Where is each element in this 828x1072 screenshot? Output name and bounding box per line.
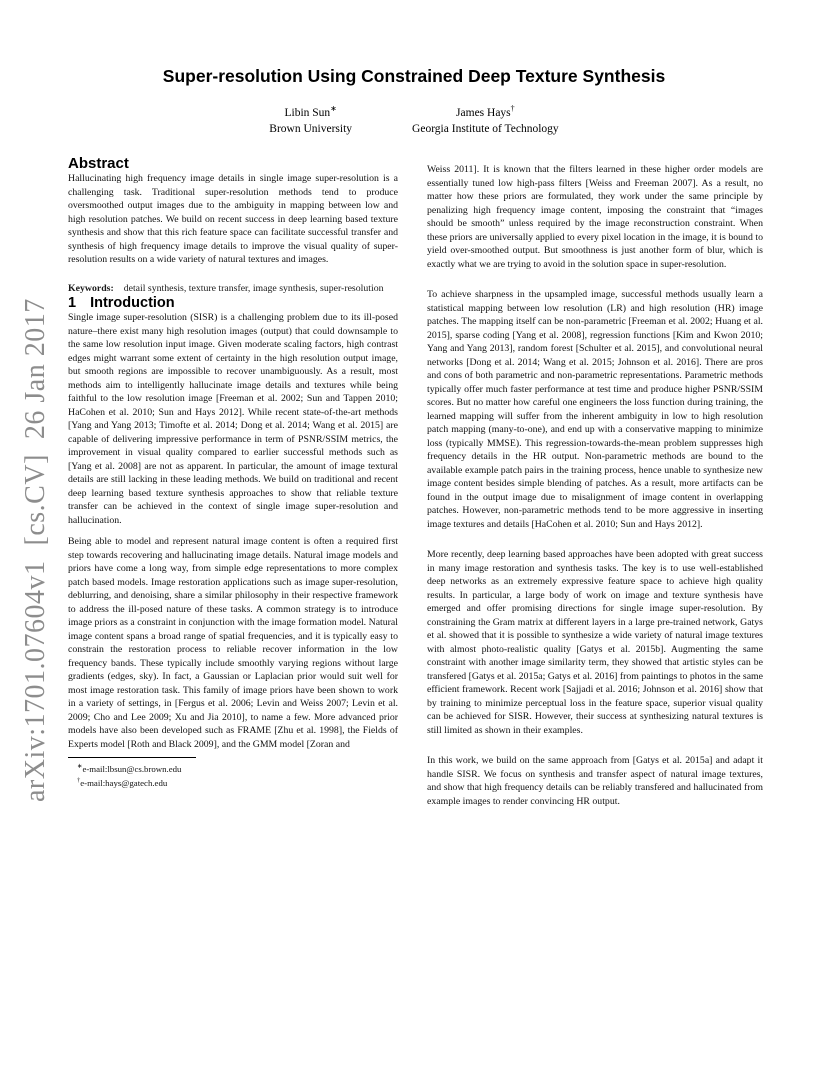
author-1-affiliation: Brown University — [269, 122, 353, 135]
author-2-footnote-marker: † — [510, 104, 515, 113]
footnote-email-2 — [77, 775, 398, 789]
right-paragraph-2: To achieve sharpness in the upsampled image, successful methods usually learn a statistical mapping between low resolution (LR) and high resolution (HR) image patches. The mapping itself can be non-parametric [Freeman et al. 2002; Huang et al. 2015], sparse coding [Yang et al. 2008], regression functions [Kim and Kwon 2010; Yang and Yang 2013], random forest [Schulter et al. 2015], and convolutional neural networks [Dong et al. 2014; Wang et al. 2015; Johnson et al. 2016]. There are pros and cons of both parametric and non-parametric representations. Parametric methods typically offer much faster performance at test time and produce higher PSNR/SSIM scores. But no matter how careful one engineers the loss function during training, the learned mapping will suffer from the inherent ambiguity in low to high resolution patch mapping (many-to-one), and end up with a conservative mapping to minimize loss (typically MMSE). This regression-towards-the-mean problem suppresses high frequency details in the HR output. Non-parametric methods are bound to the available example patch pairs in the training process, hence unable to synthesize new image content besides simple blending of patches. As a result, more artifacts can be found in the output image due to misalignment of image content in overlapping patches. However, non-parametric methods tend to be more aggressive in inserting image textures and details [HaCohen et al. 2010; Sun and Hays 2012]. — [427, 289, 763, 530]
footnote-1-text: e-mail:lbsun@cs.brown.edu — [82, 763, 182, 774]
abstract-text: Hallucinating high frequency image details in single image super-resolution is a challenging task. Traditional super-resolution methods tend to produce oversmoothed output images due to the ambiguity in mapping between low and high resolution patches. We build on recent success in deep learning based texture synthesis and show that this rich feature space can facilitate successful transfer and synthesis of high frequency image details to improve the visual quality of super-resolution results on a wide variety of natural textures and images. — [68, 173, 398, 265]
author-2-affiliation: Georgia Institute of Technology — [412, 122, 559, 135]
title-block — [0, 66, 828, 137]
keywords-line — [68, 282, 398, 296]
author-1-footnote-marker: ∗ — [330, 104, 337, 113]
footnote-2-text: e-mail:hays@gatech.edu — [80, 778, 168, 789]
right-paragraph-4: In this work, we build on the same approach from [Gatys et al. 2015a] and adapt it handle SISR. We focus on synthesis and transfer aspect of natural image textures, and show that high frequency details can be reliably transfered and hallucinated from example images to render convincing HR output. — [427, 755, 763, 807]
paper-title: Super-resolution Using Constrained Deep Texture Synthesis — [162, 66, 666, 86]
keywords-text: detail synthesis, texture transfer, image synthesis, super-resolution — [123, 282, 384, 294]
intro-paragraph-1: Single image super-resolution (SISR) is a challenging problem due to its ill-posed nature–there exist many high resolution images (output) that could downsample to the same low resolution input image. Given moderate scaling factors, high contrast edges might warrant some extent of certainty in the high resolution output image, but smooth regions are impossible to recover unambiguously. As a result, most methods aim to intelligently hallucinate image details and textures while being faithful to the low resolution image [Freeman et al. 2002; Sun and Tappen 2010; HaCohen et al. 2010; Sun and Hays 2012]. While recent state-of-the-art methods [Yang and Yang 2013; Timofte et al. 2014; Dong et al. 2014; Wang et al. 2015] are capable of delivering impressive performance in term of PSNR/SSIM metrics, the improvement in visual quality compared to earlier successful methods such as [Yang et al. 2008] are not as apparent. In particular, the amount of image textural details are still lacking in these leading methods. We build on traditional and recent deep learning based texture synthesis approaches to show that reliable texture transfer can be achieved in the context of single image super-resolution and hallucination. — [68, 312, 398, 526]
right-column — [427, 163, 763, 808]
intro-paragraph-2: Being able to model and represent natural image content is often a required first step towards recovering and hallucinating image details. Natural image models and priors have come a long way, from simple edge representations to more complex patch based models. Image restoration applications such as image super-resolution, deblurring, and denoising, share a similar philosophy in their respective framework to address the ill-posed nature of these tasks. A common strategy is to introduce image priors as a constraint in conjunction with the image formation model. Natural image content spans a broad range of spatial frequencies, and it is typically easy to constrain the restoration process to reliable recover information in the low frequency bands. These typically include smoothly varying regions without large gradients (edges, sky). In fact, a Gaussian or Laplacian prior would suit well for most image restoration task. This family of image priors have been shown to work in a variety of settings, in [Fergus et al. 2006; Levin and Weiss 2007; Levin et al. 2009; Cho and Lee 2009; Xu and Jia 2010], to name a few. More advanced prior models have also been developed such as FRAME [Zhu et al. 1998], the Fields of Experts model [Roth and Black 2009], and the GMM model [Zoran and — [68, 536, 398, 750]
right-paragraph-3: More recently, deep learning based approaches have been adopted with great success in many image restoration and synthesis tasks. The key is to use well-established deep networks as an extremely expressive feature space to achieve high quality results. In particular, a large body of work on image and texture synthesis have emerged and offer promising directions for single image super-resolution. By constraining the Gram matrix at different layers in a large pre-trained network, Gatys et al. showed that it is possible to synthesize a wide variety of natural image textures with almost photo-realistic quality [Gatys et al. 2015b]. Augmenting the same constraint with another image similarity term, they showed that artistic styles can be transfered [Gatys et al. 2015a; Gatys et al. 2016] from paintings to photos in the same efficient framework. Recent work [Sajjadi et al. 2016; Johnson et al. 2016] show that by training to minimize perceptual loss in the feature space, superior visual quality can be achieved for SISR. However, their success at synthesizing natural textures is still limited as shown in their examples. — [427, 549, 764, 736]
author-2-name — [412, 101, 559, 121]
footnote-1-marker: ∗ — [77, 763, 83, 770]
author-james-hays — [412, 101, 559, 137]
footnotes — [68, 761, 398, 790]
left-column — [68, 155, 398, 790]
section-1-title: Introduction — [90, 295, 175, 311]
author-1-name — [269, 101, 352, 121]
section-1-number: 1 — [68, 295, 77, 311]
author-2-name-text: James Hays — [456, 106, 511, 119]
author-libin-sun — [269, 101, 352, 137]
authors-row — [0, 101, 828, 137]
arxiv-watermark: arXiv:1701.07604v1 [cs.CV] 26 Jan 2017 — [20, 298, 51, 802]
footnote-rule — [68, 757, 196, 758]
section-1-heading — [68, 295, 398, 311]
right-paragraph-1: Weiss 2011]. It is known that the filters learned in these higher order models are essentially tuned low high-pass filters [Weiss and Freeman 2007]. As a result, no matter how these priors are formulated, they work under the same principle by penalizing high frequency image content, imposing the constraint that “images should be smooth” unless required by the image reconstruction constraint. When these priors are universally applied to every pixel location in the image, it is bound to yield over-smoothed output. But smoothness is just another form of blur, which is exactly what we are trying to avoid in the solution space in super-resolution. — [427, 164, 763, 270]
footnote-2-marker: † — [77, 777, 81, 785]
footnote-email-1 — [77, 761, 398, 775]
keywords-label: Keywords: — [68, 282, 114, 294]
abstract-heading: Abstract — [68, 155, 129, 172]
author-1-name-text: Libin Sun — [284, 106, 331, 119]
